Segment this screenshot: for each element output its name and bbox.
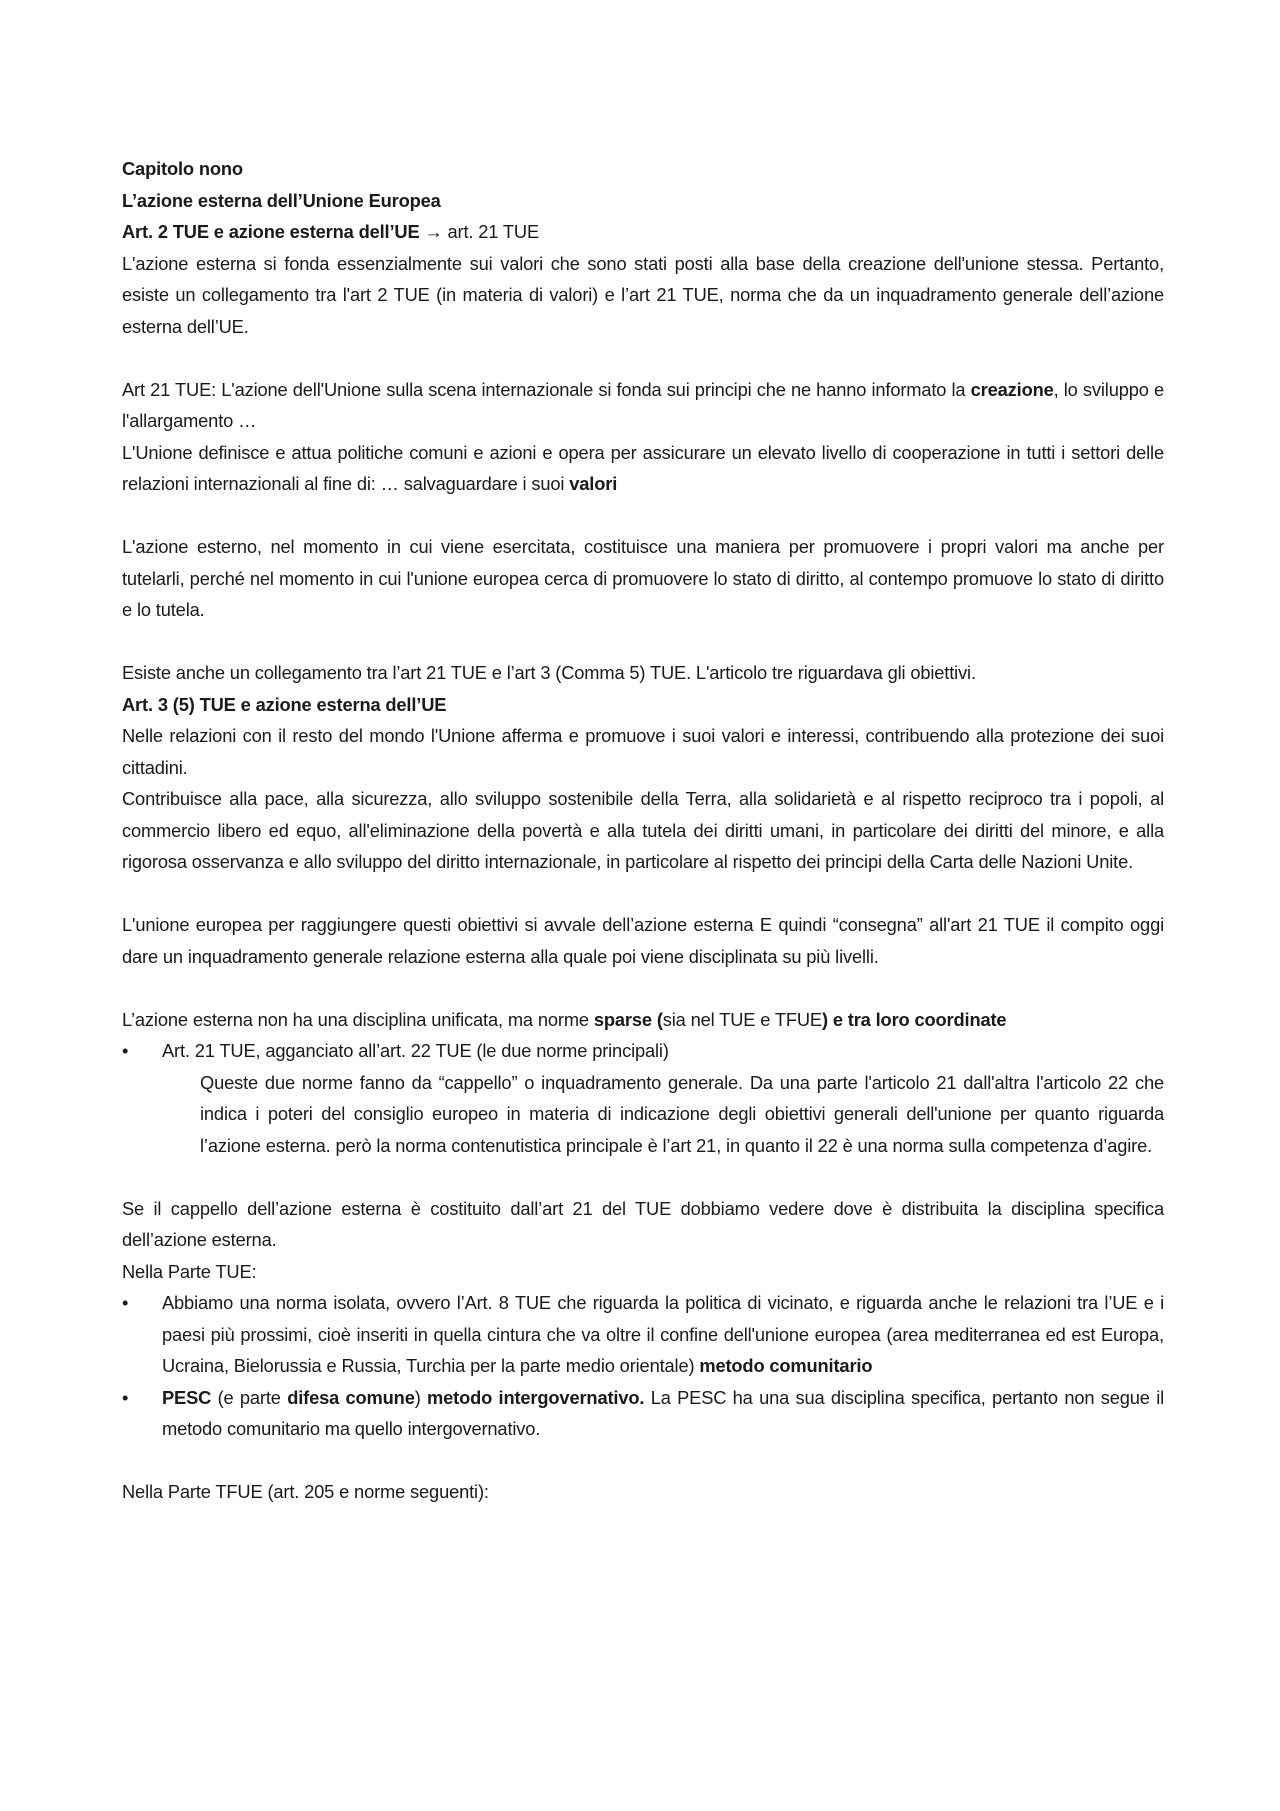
paragraph: L'Unione definisce e attua politiche comuni e azioni e opera per assicurare un elevato livello di cooperazione in tutti i settori delle relazioni internazionali al fine di: … salvaguardare i suoi valori	[122, 441, 1164, 494]
bullet-icon: •	[122, 1040, 129, 1061]
bullet-icon: •	[122, 1386, 129, 1408]
paragraph-art21: Art 21 TUE: L'azione dell'Unione sulla scena internazionale si fonda sui principi che ne hanno informato la creazione, lo sviluppo e l'allargamento …	[122, 378, 1164, 431]
paragraph: L’azione esterna non ha una disciplina unificata, ma norme sparse (sia nel TUE e TFUE) e tra loro coordinate	[122, 1008, 1007, 1030]
list-item: • Art. 21 TUE, agganciato all’art. 22 TUE (le due norme principali)	[122, 1035, 1164, 1067]
paragraph: L'unione europea per raggiungere questi obiettivi si avvale dell’azione esterna E quindi “consegna” all'art 21 TUE il compito oggi dare un inquadramento generale relazione esterna alla quale poi viene disciplinata su più livelli.	[122, 914, 1164, 967]
document-page	[122, 153, 1164, 1508]
chapter-label: Capitolo nono	[122, 158, 243, 179]
list-item: • PESC (e parte difesa comune) metodo intergovernativo. La PESC ha una sua disciplina specifica, pertanto non segue il metodo comunitario ma quello intergovernativo.	[122, 1382, 1164, 1445]
paragraph: Nelle relazioni con il resto del mondo l'Unione afferma e promuove i suoi valori e interessi, contribuendo alla protezione dei suoi cittadini.	[122, 725, 1164, 778]
section-heading-art2: Art. 2 TUE e azione esterna dell’UE → art. 21 TUE	[122, 221, 539, 242]
list-item: • Abbiamo una norma isolata, ovvero l’Art. 8 TUE che riguarda la politica di vicinato, e riguarda anche le relazioni tra l’UE e i paesi più prossimi, cioè inseriti in quella cintura che va oltre il confine dell'unione europea (area mediterranea ed est Europa, Ucraina, Bielorussia e Russia, Turchia per la parte medio orientale) metodo comunitario	[122, 1287, 1164, 1382]
paragraph: Nella Parte TUE:	[122, 1260, 257, 1282]
document-title: L’azione esterna dell’Unione Europea	[122, 189, 441, 211]
paragraph: Contribuisce alla pace, alla sicurezza, allo sviluppo sostenibile della Terra, alla solidarietà e al rispetto reciproco tra i popoli, al commercio libero ed equo, all'eliminazione della povertà e alla tutela dei diritti umani, in particolare dei diritti del minore, e alla rigorosa osservanza e allo sviluppo del diritto internazionale, in particolare al rispetto dei principi della Carta delle Nazioni Unite.	[122, 788, 1164, 872]
section-heading-art3: Art. 3 (5) TUE e azione esterna dell’UE	[122, 693, 447, 715]
sub-paragraph: Queste due norme fanno da “cappello” o inquadramento generale. Da una parte l'articolo 21 dall'altra l'articolo 22 che indica i poteri del consiglio europeo in materia di indicazione degli obiettivi generali dell'unione per quanto riguarda l’azione esterna. però la norma contenutistica principale è l’art 21, in quanto il 22 è una norma sulla competenza d’agire.	[200, 1071, 1164, 1156]
arrow-right-icon: →	[424, 221, 443, 242]
paragraph: Se il cappello dell’azione esterna è costituito dall’art 21 del TUE dobbiamo vedere dove è distribuita la disciplina specifica dell’azione esterna.	[122, 1197, 1164, 1250]
paragraph: L'azione esterna si fonda essenzialmente sui valori che sono stati posti alla base della creazione dell'unione stessa. Pertanto, esiste un collegamento tra l'art 2 TUE (in materia di valori) e l’art 21 TUE, norma che da un inquadramento generale dell’azione esterna dell’UE.	[122, 252, 1164, 337]
paragraph: Esiste anche un collegamento tra l’art 21 TUE e l’art 3 (Comma 5) TUE. L'articolo tre riguardava gli obiettivi.	[122, 662, 976, 683]
bullet-icon: •	[122, 1292, 129, 1313]
paragraph: Nella Parte TFUE (art. 205 e norme seguenti):	[122, 1481, 489, 1502]
paragraph: L'azione esterno, nel momento in cui viene esercitata, costituisce una maniera per promuovere i propri valori ma anche per tutelarli, perché nel momento in cui l'unione europea cerca di promuovere lo stato di diritto, al contempo promuove lo stato di diritto e lo tutela.	[122, 536, 1164, 620]
